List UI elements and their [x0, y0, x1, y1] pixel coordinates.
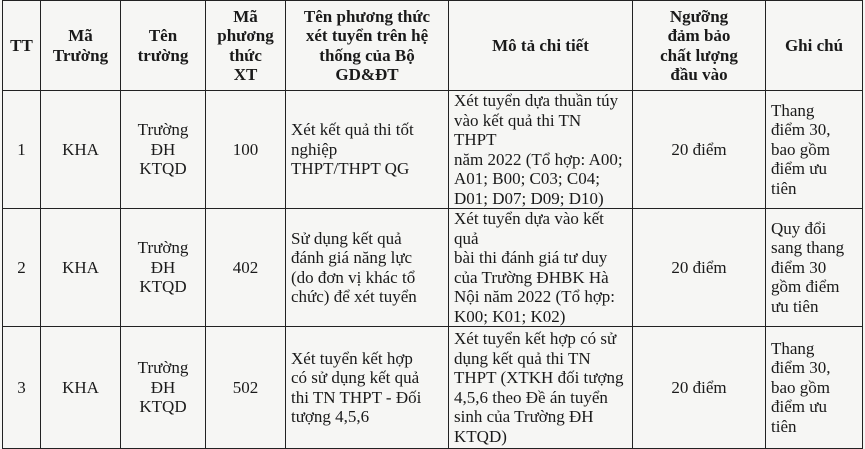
table-row: [3, 209, 863, 327]
cell-ten-truong: Trường ĐH KTQD: [121, 209, 206, 327]
header-ghi-chu: Ghi chú: [766, 1, 863, 91]
cell-ten-phuong-thuc: Sử dụng kết quả đánh giá năng lực (do đơn vị khác tổ chức) để xét tuyển: [286, 209, 449, 327]
cell-ma-truong: KHA: [41, 327, 121, 449]
table-row: [3, 327, 863, 449]
header-nguong: Ngưỡng đảm bảo chất lượng đầu vào: [633, 1, 766, 91]
cell-ten-truong: Trường ĐH KTQD: [121, 91, 206, 209]
cell-ten-phuong-thuc: Xét tuyển kết hợp có sử dụng kết quả thi TN THPT - Đối tượng 4,5,6: [286, 327, 449, 449]
cell-ghi-chu: Thang điểm 30, bao gồm điểm ưu tiên: [766, 91, 863, 209]
header-tt: TT: [3, 1, 41, 91]
cell-nguong: 20 điểm: [633, 209, 766, 327]
cell-ten-truong: Trường ĐH KTQD: [121, 327, 206, 449]
cell-ma-phuong-thuc: 502: [206, 327, 286, 449]
admission-methods-table: [2, 0, 863, 449]
cell-ma-phuong-thuc: 402: [206, 209, 286, 327]
header-ten-phuong-thuc: Tên phương thức xét tuyển trên hệ thống của Bộ GD&ĐT: [286, 1, 449, 91]
header-ma-phuong-thuc: Mã phương thức XT: [206, 1, 286, 91]
cell-ma-truong: KHA: [41, 91, 121, 209]
cell-ten-phuong-thuc: Xét kết quả thi tốt nghiệp THPT/THPT QG: [286, 91, 449, 209]
cell-ma-truong: KHA: [41, 209, 121, 327]
cell-tt: 2: [3, 209, 41, 327]
cell-mo-ta: Xét tuyển dựa vào kết quả bài thi đánh giá tư duy của Trường ĐHBK Hà Nội năm 2022 (Tổ hợp: K00; K01; K02): [449, 209, 633, 327]
table-row: [3, 91, 863, 209]
cell-mo-ta: Xét tuyển dựa thuần túy vào kết quả thi TN THPT năm 2022 (Tổ hợp: A00; A01; B00; C03; C04; D01; D07; D09; D10): [449, 91, 633, 209]
cell-ma-phuong-thuc: 100: [206, 91, 286, 209]
header-row: [3, 1, 863, 91]
cell-mo-ta: Xét tuyển kết hợp có sử dụng kết quả thi TN THPT (XTKH đối tượng 4,5,6 theo Đề án tuyển sinh của Trường ĐH KTQD): [449, 327, 633, 449]
cell-ghi-chu: Thang điểm 30, bao gồm điểm ưu tiên: [766, 327, 863, 449]
header-ma-truong: Mã Trường: [41, 1, 121, 91]
header-ten-truong: Tên trường: [121, 1, 206, 91]
cell-tt: 1: [3, 91, 41, 209]
cell-tt: 3: [3, 327, 41, 449]
cell-nguong: 20 điểm: [633, 91, 766, 209]
header-mo-ta: Mô tả chi tiết: [449, 1, 633, 91]
cell-ghi-chu: Quy đổi sang thang điểm 30 gồm điểm ưu tiên: [766, 209, 863, 327]
cell-nguong: 20 điểm: [633, 327, 766, 449]
